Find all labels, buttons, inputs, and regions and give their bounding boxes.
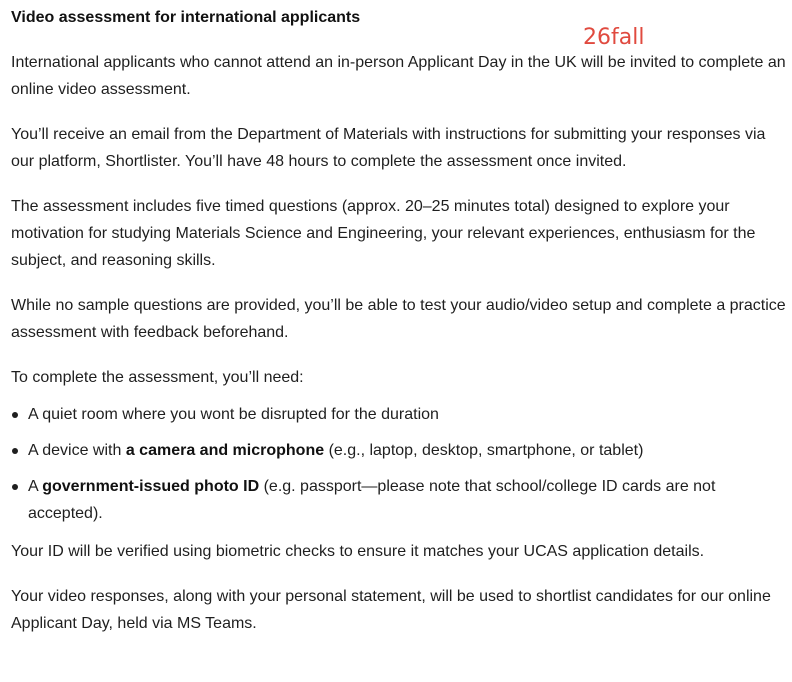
bullet-icon [12, 484, 18, 490]
assessment-content-paragraph: The assessment includes five timed questions (approx. 20–25 minutes total) designed to explore your motivation for studying Materials Science and Engineering, your relevant experiences, enthusiasm for the subject, and reasoning skills. [11, 198, 756, 269]
shortlist-paragraph: Your video responses, along with your personal statement, will be used to shortlist candidates for our online Applicant Day, held via MS Teams. [11, 588, 771, 632]
intro-paragraph: International applicants who cannot attend an in-person Applicant Day in the UK will be invited to complete an online video assessment. [11, 54, 786, 98]
requirements-list [11, 401, 789, 527]
practice-paragraph: While no sample questions are provided, you’ll be able to test your audio/video setup and complete a practice assessment with feedback beforehand. [11, 297, 786, 341]
item-text: A device with [28, 442, 126, 459]
article [11, 0, 789, 637]
email-instructions-paragraph: You’ll receive an email from the Department of Materials with instructions for submitting your responses via our platform, Shortlister. You’ll have 48 hours to complete the assessment once invited. [11, 126, 766, 170]
item-text: A [28, 478, 43, 495]
item-bold-text: a camera and microphone [125, 442, 325, 459]
item-text: (e.g., laptop, desktop, smartphone, or tablet) [324, 442, 644, 459]
requirements-intro: To complete the assessment, you’ll need: [11, 369, 304, 386]
list-item [11, 473, 789, 527]
section-heading: Video assessment for international applicants [11, 9, 361, 26]
bullet-icon [12, 412, 18, 418]
item-text: (e.g. passport—please note that school/college ID cards are not accepted). [28, 478, 716, 522]
item-bold-text: government-issued photo ID [42, 478, 260, 495]
id-verification-paragraph: Your ID will be verified using biometric checks to ensure it matches your UCAS application details. [11, 543, 705, 560]
bullet-icon [12, 448, 18, 454]
watermark-text: 26fall [583, 25, 645, 50]
list-item [11, 437, 789, 464]
list-item [11, 401, 789, 428]
item-text: A quiet room where you wont be disrupted for the duration [28, 406, 439, 423]
